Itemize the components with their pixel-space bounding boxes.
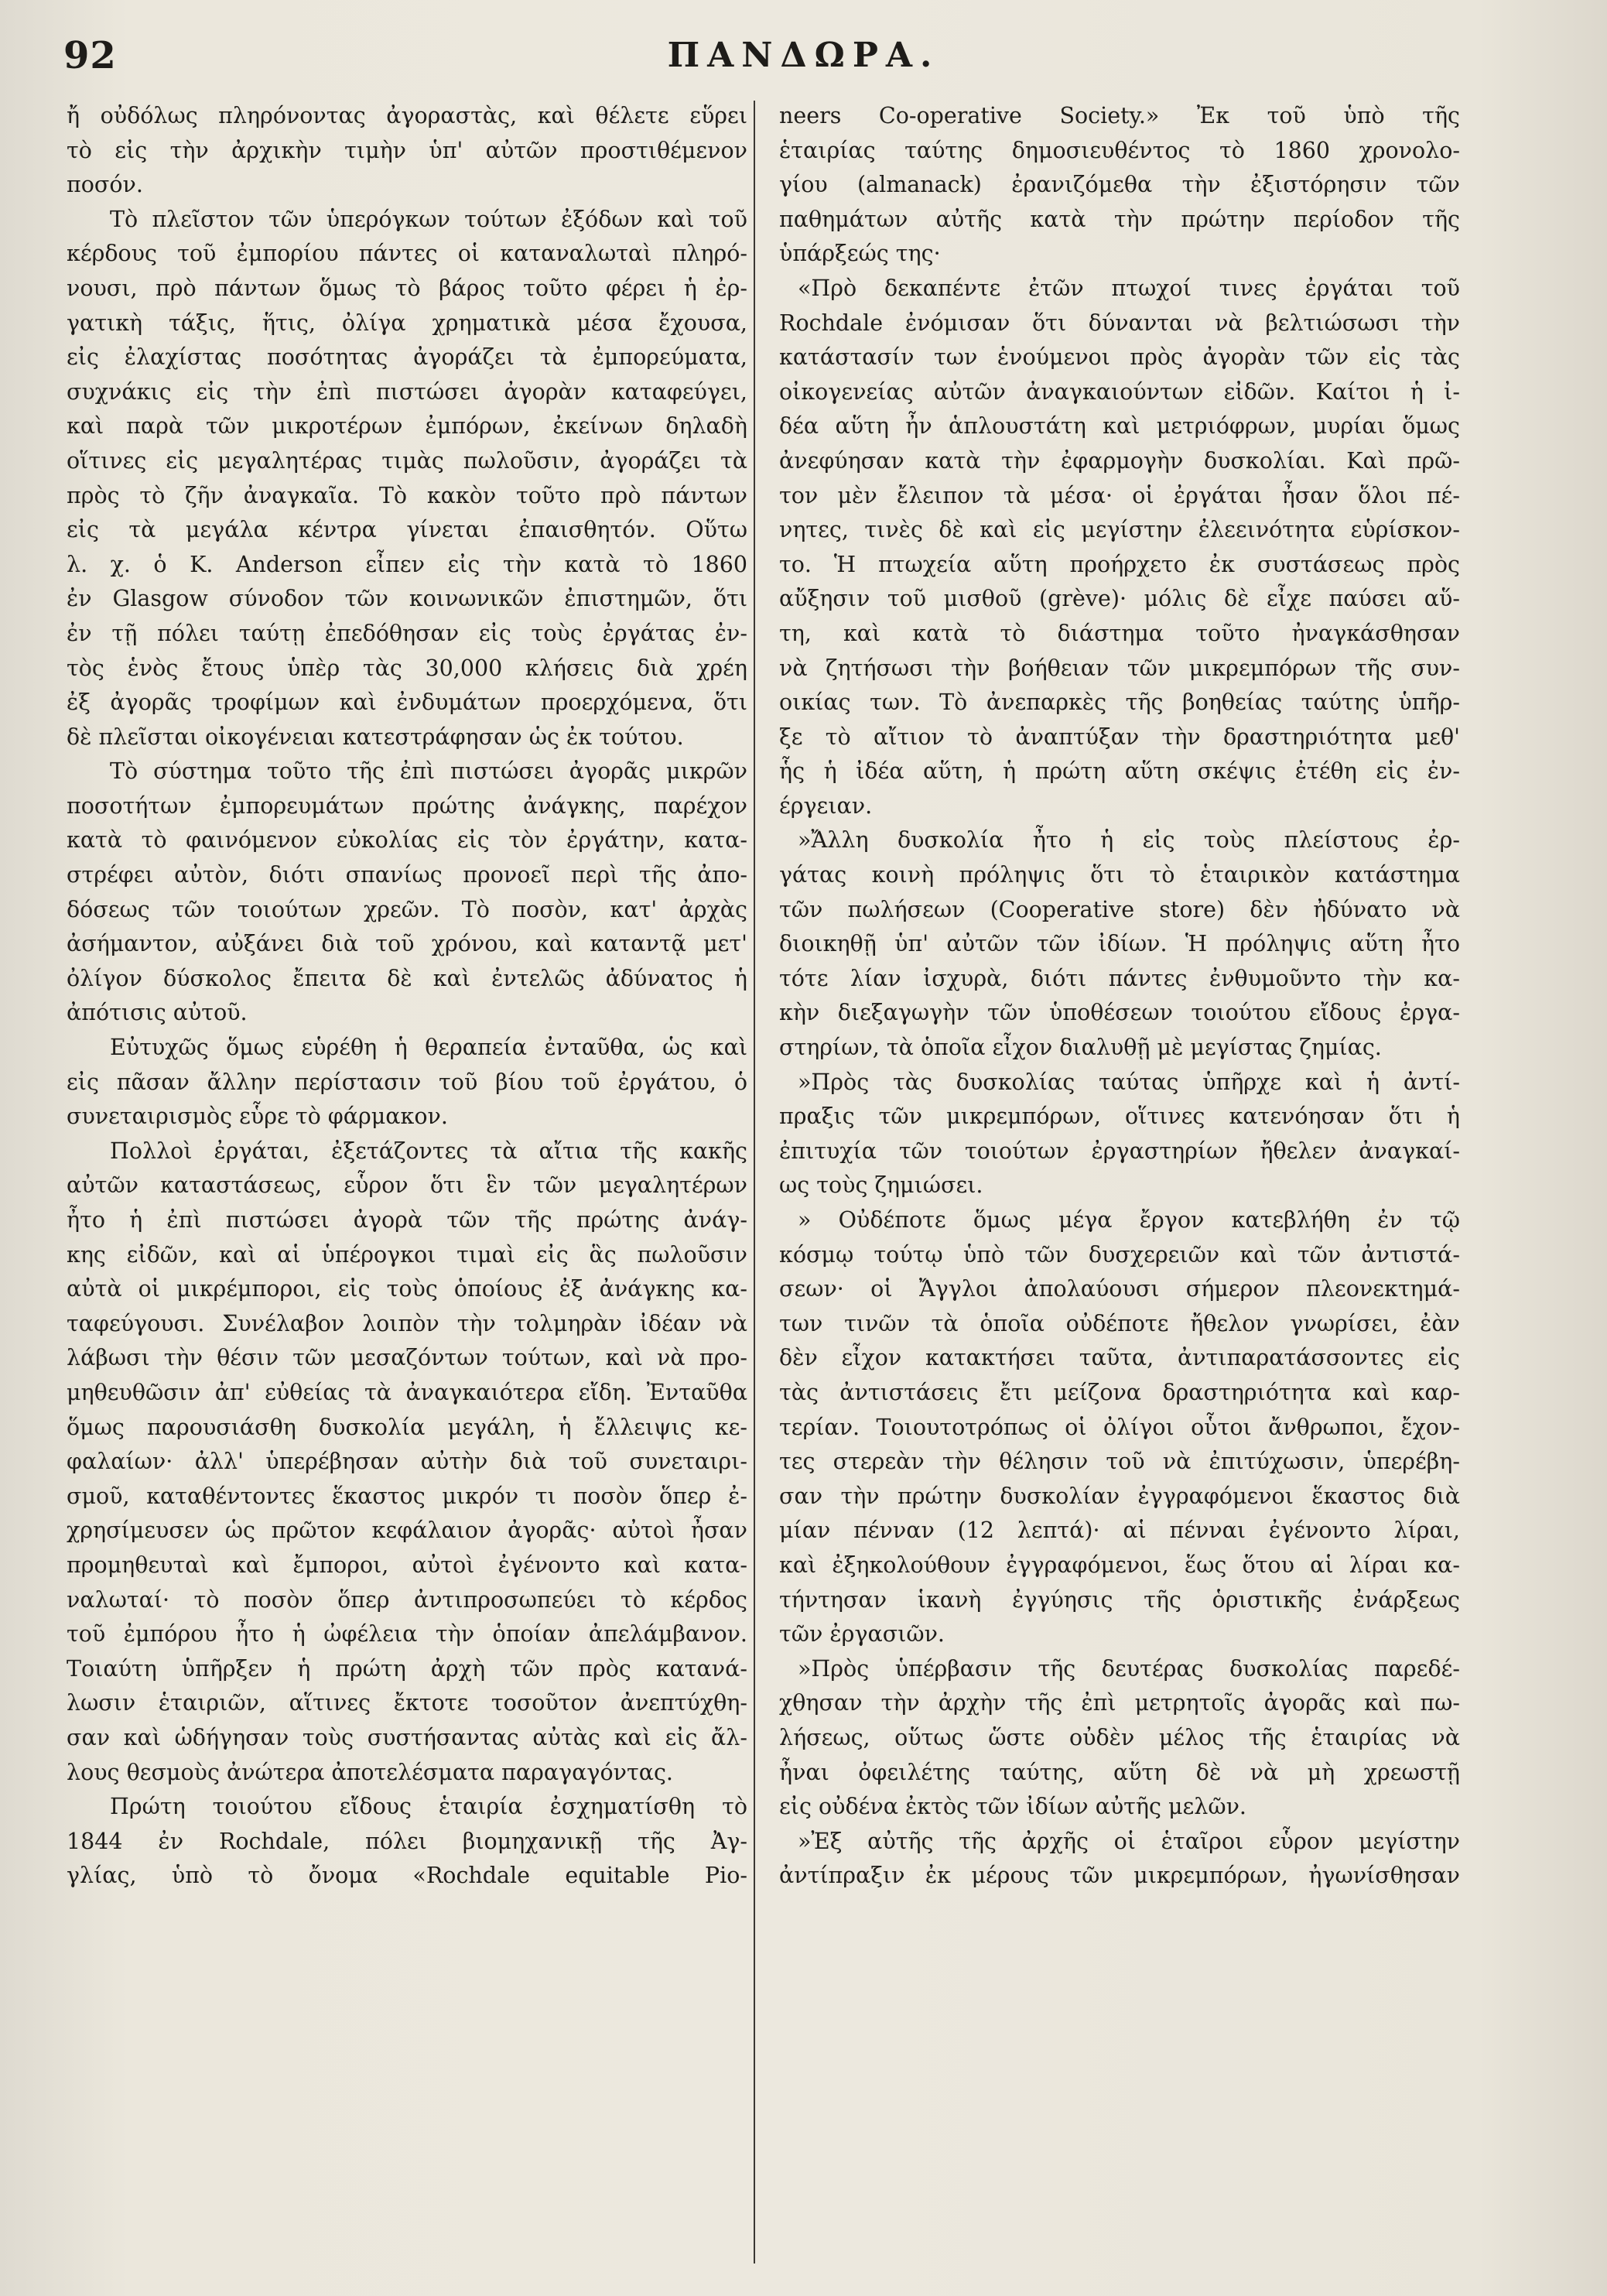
text-line: νὰ ζητήσωσι τὴν βοήθειαν τῶν μικρεμπόρων τῆς συν- xyxy=(779,655,1460,681)
text-line: σαν τὴν πρώτην δυσκολίαν ἐγγραφόμενοι ἕκαστος διὰ xyxy=(779,1483,1460,1509)
text-line: εἰς οὐδένα ἐκτὸς τῶν ἰδίων αὐτῆς μελῶν. xyxy=(779,1794,1246,1820)
text-line: Τὸ σύστημα τοῦτο τῆς ἐπὶ πιστώσει ἀγορᾶς μικρῶν xyxy=(110,758,747,785)
text-line: ὀλίγον δύσκολος ἔπειτα δὲ καὶ ἐντελῶς ἀδύνατος ἡ xyxy=(67,965,747,991)
text-line: ἀσήμαντον, αὐξάνει διὰ τοῦ χρόνου, καὶ καταντᾷ μετ' xyxy=(67,931,747,957)
text-line: νουσι, πρὸ πάντων ὅμως τὸ βάρος τοῦτο φέρει ἡ ἐρ- xyxy=(67,275,747,301)
text-line: χρησίμευσεν ὡς πρῶτον κεφάλαιον ἀγορᾶς· αὐτοὶ ἦσαν xyxy=(67,1518,747,1544)
text-line: προμηθευταὶ καὶ ἔμποροι, αὐτοὶ ἐγένοντο καὶ κατα- xyxy=(67,1552,747,1578)
text-line: ναλωταί· τὸ ποσὸν ὅπερ ἀντιπροσωπεύει τὸ κέρδος xyxy=(67,1586,747,1613)
text-line: αὐτῶν καταστάσεως, εὗρον ὅτι ἓν τῶν μεγαλητέρων xyxy=(67,1172,747,1199)
text-line: ως τοὺς ζημιώσει. xyxy=(779,1172,983,1199)
text-line: τοῦ ἐμπόρου ἦτο ἡ ὠφέλεια τὴν ὁποίαν ἀπελάμβανον. xyxy=(67,1621,747,1648)
text-line: καὶ ἐξηκολούθουν ἐγγραφόμενοι, ἕως ὅτου αἱ λίραι κα- xyxy=(779,1552,1460,1578)
text-line: ἐξ ἀγορᾶς τροφίμων καὶ ἐνδυμάτων προερχόμενα, ὅτι xyxy=(67,689,747,716)
text-line: Τὸ πλεῖστον τῶν ὑπερόγκων τούτων ἐξόδων καὶ τοῦ xyxy=(110,206,747,232)
text-line: Πολλοὶ ἐργάται, ἐξετάζοντες τὰ αἴτια τῆς κακῆς xyxy=(110,1138,747,1164)
text-line: αὐτὰ οἱ μικρέμποροι, εἰς τοὺς ὁποίους ἐξ ἀνάγκης κα- xyxy=(67,1276,747,1302)
text-line: συνεταιρισμὸς εὗρε τὸ φάρμακον. xyxy=(67,1104,448,1130)
running-title: ΠΑΝΔΩΡΑ. xyxy=(667,36,940,75)
text-line: γλίας, ὑπὸ τὸ ὄνομα «Rochdale equitable Pio- xyxy=(67,1863,747,1889)
text-line: νητες, τινὲς δὲ καὶ εἰς μεγίστην ἐλεεινότητα εὑρίσκον- xyxy=(779,517,1460,543)
text-line: εἰς τὰ μεγάλα κέντρα γίνεται ἐπαισθητόν. Οὕτω xyxy=(67,517,747,543)
text-line: λάβωσι τὴν θέσιν τῶν μεσαζόντων τούτων, καὶ νὰ προ- xyxy=(67,1345,747,1371)
text-line: τη, καὶ κατὰ τὸ διάστημα τοῦτο ἠναγκάσθησαν xyxy=(779,620,1460,646)
text-line: σεων· οἱ Ἄγγλοι ἀπολαύουσι σήμερον πλεονεκτημά- xyxy=(779,1276,1460,1302)
text-line: εἰς ἐλαχίστας ποσότητας ἀγοράζει τὰ ἐμπορεύματα, xyxy=(67,344,747,371)
text-line: σμοῦ, καταθέντοντες ἕκαστος μικρόν τι ποσὸν ὅπερ ἐ- xyxy=(67,1483,747,1509)
text-line: λωσιν ἑταιριῶν, αἵτινες ἔκτοτε τοσοῦτον ἀνεπτύχθη- xyxy=(67,1690,747,1716)
text-line: διοικηθῇ ὑπ' αὐτῶν τῶν ἰδίων. Ἡ πρόληψις αὕτη ἦτο xyxy=(779,931,1460,957)
text-line: σαν καὶ ὡδήγησαν τοὺς συστήσαντας αὐτὰς καὶ εἰς ἄλ- xyxy=(67,1724,747,1750)
text-line: πρὸς τὸ ζῆν ἀναγκαῖα. Τὸ κακὸν τοῦτο πρὸ πάντων xyxy=(67,482,747,508)
text-line: γατικὴ τάξις, ἥτις, ὀλίγα χρηματικὰ μέσα ἔχουσα, xyxy=(67,310,747,336)
text-line: των τινῶν τὰ ὁποῖα οὐδέποτε ἤθελον γνωρίσει, ἐὰν xyxy=(779,1310,1460,1336)
text-line: »Ἄλλη δυσκολία ἦτο ἡ εἰς τοὺς πλείστους ἐρ- xyxy=(798,827,1460,854)
text-line: λήσεως, οὕτως ὥστε οὐδὲν μέλος τῆς ἑταιρίας νὰ xyxy=(779,1724,1460,1750)
text-line: ξε τὸ αἴτιον τὸ ἀναπτύξαν τὴν δραστηριότητα μεθ' xyxy=(779,724,1460,750)
text-line: λ. χ. ὁ Κ. Anderson εἶπεν εἰς τὴν κατὰ τὸ 1860 xyxy=(67,551,747,577)
text-line: έργειαν. xyxy=(779,792,873,819)
text-line: ἦναι ὀφειλέτης ταύτης, αὕτη δὲ νὰ μὴ χρεωστῇ xyxy=(779,1759,1460,1785)
text-line: πραξις τῶν μικρεμπόρων, οἵτινες κατενόησαν ὅτι ἡ xyxy=(779,1104,1460,1130)
text-line: τὸς ἑνὸς ἔτους ὑπὲρ τὰς 30,000 κλήσεις διὰ χρέη xyxy=(67,655,747,681)
text-line: 1844 ἐν Rochdale, πόλει βιομηχανικῇ τῆς Ἀγ- xyxy=(67,1828,747,1854)
text-line: παθημάτων αὐτῆς κατὰ τὴν πρώτην περίοδον τῆς xyxy=(779,206,1460,232)
text-line: »Πρὸς ὑπέρβασιν τῆς δευτέρας δυσκολίας παρεδέ- xyxy=(798,1655,1460,1682)
text-line: Τοιαύτη ὑπῆρξεν ἡ πρώτη ἀρχὴ τῶν πρὸς κατανά- xyxy=(67,1655,747,1682)
page-number: 92 xyxy=(63,34,117,77)
text-line: ἐπιτυχία τῶν τοιούτων ἐργαστηρίων ἤθελεν ἀναγκαί- xyxy=(779,1138,1460,1164)
right-text-column xyxy=(779,99,1460,1894)
text-line: ποσόν. xyxy=(67,172,143,198)
text-line: στηρίων, τὰ ὁποῖα εἶχον διαλυθῇ μὲ μεγίστας ζημίας. xyxy=(779,1035,1382,1061)
text-line: κόσμῳ τούτῳ ὑπὸ τῶν δυσχερειῶν καὶ τῶν ἀντιστά- xyxy=(779,1241,1460,1268)
text-line: κατάστασίν των ἑνούμενοι πρὸς ἀγορὰν τῶν εἰς τὰς xyxy=(779,344,1460,371)
text-line: ἤ οὐδόλως πληρόνοντας ἀγοραστὰς, καὶ θέλετε εὕρει xyxy=(67,103,747,128)
text-line: μίαν πένναν (12 λεπτά)· αἱ πένναι ἐγένοντο λίραι, xyxy=(779,1518,1460,1544)
text-line: γάτας κοινὴ πρόληψις ὅτι τὸ ἑταιρικὸν κατάστημα xyxy=(779,862,1460,888)
text-line: ποσοτήτων ἐμπορευμάτων πρώτης ἀνάγκης, παρέχον xyxy=(67,792,747,819)
text-line: οικίας των. Τὸ ἀνεπαρκὲς τῆς βοηθείας ταύτης ὑπῆρ- xyxy=(779,689,1460,716)
text-line: ὑπάρξεώς της· xyxy=(779,241,941,267)
text-line: γίου (almanack) ἐρανιζόμεθα τὴν ἐξιστόρησιν τῶν xyxy=(779,172,1460,198)
text-line: κατὰ τὸ φαινόμενον εὐκολίας εἰς τὸν ἐργάτην, κατα- xyxy=(67,827,747,854)
text-line: Εὐτυχῶς ὅμως εὑρέθη ἡ θεραπεία ἐνταῦθα, ὡς καὶ xyxy=(110,1035,747,1061)
text-line: το. Ἡ πτωχεία αὕτη προήρχετο ἐκ συστάσεως πρὸς xyxy=(779,551,1460,577)
text-line: «Πρὸ δεκαπέντε ἐτῶν πτωχοί τινες ἐργάται τοῦ xyxy=(798,275,1460,301)
text-line: ἐν τῇ πόλει ταύτῃ ἐπεδόθησαν εἰς τοὺς ἐργάτας ἐν- xyxy=(67,620,747,646)
text-line: τερίαν. Τοιουτοτρόπως οἱ ὀλίγοι οὗτοι ἄνθρωποι, ἔχον- xyxy=(779,1414,1460,1440)
text-line: οἰκογενείας αὐτῶν ἀναγκαιούντων εἰδῶν. Καίτοι ἡ ἰ- xyxy=(779,378,1460,405)
text-line: ἑταιρίας ταύτης δημοσιευθέντος τὸ 1860 χρονολο- xyxy=(779,137,1460,163)
page-header xyxy=(45,31,1562,77)
text-line: τῶν ἐργασιῶν. xyxy=(779,1621,945,1648)
text-line: τὸ εἰς τὴν ἀρχικὴν τιμὴν ὑπ' αὐτῶν προστιθέμενον xyxy=(67,137,747,163)
text-line: ἀντίπραξιν ἐκ μέρους τῶν μικρεμπόρων, ἠγωνίσθησαν xyxy=(779,1863,1460,1889)
text-line: δέα αὕτη ἦν ἁπλουστάτη καὶ μετριόφρων, μυρίαι ὅμως xyxy=(779,413,1460,440)
text-line: Πρώτη τοιούτου εἴδους ἑταιρία ἐσχηματίσθη τὸ xyxy=(110,1794,747,1820)
text-line: λους θεσμοὺς ἀνώτερα ἀποτελέσματα παραγαγόντας. xyxy=(67,1759,673,1785)
text-line: »Ἐξ αὐτῆς τῆς ἀρχῆς οἱ ἑταῖροι εὗρον μεγίστην xyxy=(798,1828,1460,1854)
text-line: δὲν εἶχον κατακτήσει ταῦτα, ἀντιπαρατάσσοντες εἰς xyxy=(779,1345,1460,1371)
text-line: ἐν Glasgow σύνοδον τῶν κοινωνικῶν ἐπιστημῶν, ὅτι xyxy=(67,586,747,612)
text-line: τήντησαν ἱκανὴ ἐγγύησις τῆς ὁριστικῆς ἐνάρξεως xyxy=(779,1586,1460,1613)
text-line: ὅμως παρουσιάσθη δυσκολία μεγάλη, ἡ ἔλλειψις κε- xyxy=(67,1414,747,1440)
text-line: τες στερεὰν τὴν θέλησιν τοῦ νὰ ἐπιτύχωσιν, ὑπερέβη- xyxy=(779,1449,1460,1475)
text-line: κέρδους τοῦ ἐμπορίου πάντες οἱ καταναλωταὶ πληρό- xyxy=(67,241,747,267)
text-line: » Οὐδέποτε ὅμως μέγα ἔργον κατεβλήθη ἐν τῷ xyxy=(798,1207,1460,1233)
text-line: κης εἰδῶν, καὶ αἱ ὑπέρογκοι τιμαὶ εἰς ἃς πωλοῦσιν xyxy=(67,1241,747,1268)
text-line: συχνάκις εἰς τὴν ἐπὶ πιστώσει ἀγορὰν καταφεύγει, xyxy=(67,378,747,405)
text-line: φαλαίων· ἀλλ' ὑπερέβησαν αὐτὴν διὰ τοῦ συνεταιρι- xyxy=(67,1449,747,1475)
text-line: οἵτινες εἰς μεγαλητέρας τιμὰς πωλοῦσιν, ἀγοράζει τὰ xyxy=(67,447,747,474)
text-line: ἀπότισις αὐτοῦ. xyxy=(67,1000,248,1026)
text-line: ἀνεφύησαν κατὰ τὴν ἐφαρμογὴν δυσκολίαι. Καὶ πρῶ- xyxy=(779,447,1460,474)
text-line: μηθευθῶσιν ἀπ' εὐθείας τὰ ἀναγκαιότερα εἴδη. Ἐνταῦθα xyxy=(67,1379,747,1405)
text-line: »Πρὸς τὰς δυσκολίας ταύτας ὑπῆρχε καὶ ἡ ἀντί- xyxy=(798,1069,1460,1095)
text-line: Rochdale ἐνόμισαν ὅτι δύνανται νὰ βελτιώσωσι τὴν xyxy=(779,310,1460,336)
text-line: neers Co-operative Society.» Ἐκ τοῦ ὑπὸ τῆς xyxy=(779,103,1460,128)
text-line: εἰς πᾶσαν ἄλλην περίστασιν τοῦ βίου τοῦ ἐργάτου, ὁ xyxy=(67,1069,747,1095)
column-divider xyxy=(754,101,755,2263)
text-line: καὶ παρὰ τῶν μικροτέρων ἐμπόρων, ἐκείνων δηλαδὴ xyxy=(67,413,747,440)
text-line: ἦτο ἡ ἐπὶ πιστώσει ἀγορὰ τῶν τῆς πρώτης ἀνάγ- xyxy=(67,1207,747,1233)
text-line: τὰς ἀντιστάσεις ἔτι μείζονα δραστηριότητα καὶ καρ- xyxy=(779,1379,1460,1405)
text-line: τον μὲν ἔλειπον τὰ μέσα· οἱ ἐργάται ἦσαν ὅλοι πέ- xyxy=(779,482,1460,508)
text-line: δὲ πλεῖσται οἰκογένειαι κατεστράφησαν ὡς ἐκ τούτου. xyxy=(67,724,684,750)
text-line: αὔξησιν τοῦ μισθοῦ (grève)· μόλις δὲ εἶχε παύσει αὕ- xyxy=(779,586,1460,612)
text-line: χθησαν τὴν ἀρχὴν τῆς ἐπὶ μετρητοῖς ἀγορᾶς καὶ πω- xyxy=(779,1690,1460,1716)
text-line: ἧς ἡ ἰδέα αὕτη, ἡ πρώτη αὕτη σκέψις ἐτέθη εἰς ἐν- xyxy=(779,758,1460,785)
text-line: τῶν πωλήσεων (Cooperative store) δὲν ἠδύνατο νὰ xyxy=(779,896,1460,922)
text-line: τότε λίαν ἰσχυρὰ, διότι πάντες ἐνθυμοῦντο τὴν κα- xyxy=(779,965,1460,991)
text-line: ταφεύγουσι. Συνέλαβον λοιπὸν τὴν τολμηρὰν ἰδέαν νὰ xyxy=(67,1310,747,1336)
text-line: δόσεως τῶν τοιούτων χρεῶν. Τὸ ποσὸν, κατ' ἀρχὰς xyxy=(67,896,747,922)
left-text-column xyxy=(67,99,747,1894)
text-line: κὴν διεξαγωγὴν τῶν ὑποθέσεων τοιούτου εἴδους ἐργα- xyxy=(779,1000,1460,1026)
text-line: στρέφει αὐτὸν, διότι σπανίως προνοεῖ περὶ τῆς ἀπο- xyxy=(67,862,747,888)
